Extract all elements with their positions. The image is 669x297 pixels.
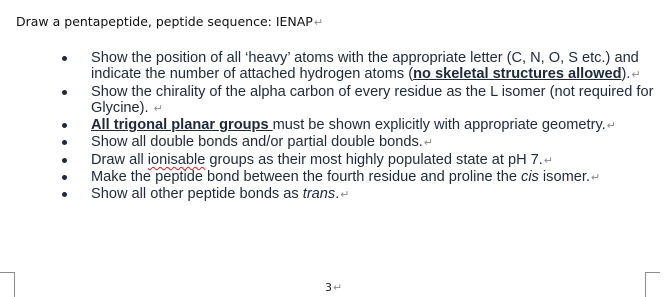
paragraph-mark-icon: ↵ [590, 172, 601, 185]
list-item [62, 186, 662, 203]
spelling-flagged-word[interactable]: ionisable [147, 151, 206, 168]
item-text: Show all other peptide bonds as [91, 186, 303, 203]
item-emphasis: All trigonal planar groups [91, 117, 273, 134]
list-item [62, 169, 662, 186]
item-text: Draw all [91, 151, 148, 168]
item-italic: trans [302, 186, 336, 203]
item-text: Show the position of all ‘heavy’ atoms with the appropriate letter (C, N, O, S etc.) and indicate the number of attached hydrogen atoms ( [91, 50, 639, 83]
bullet-icon [62, 158, 67, 163]
item-text-tail: . [335, 186, 340, 203]
bullet-icon [62, 192, 67, 197]
item-emphasis: no skeletal structures allowed [413, 66, 622, 83]
list-item [62, 117, 662, 134]
bullet-icon [62, 123, 67, 128]
list-item [62, 134, 662, 151]
document-heading [16, 14, 323, 29]
instruction-list [62, 50, 662, 204]
page-number [325, 281, 342, 294]
list-item [62, 152, 662, 169]
item-text: Show the chirality of the alpha carbon of every residue as the L isomer (not required for Glycine). [91, 83, 654, 116]
item-text-tail: ). [621, 66, 631, 83]
bullet-icon [62, 56, 67, 61]
item-text: must be shown explicitly with appropriate geometry. [272, 117, 606, 134]
page-number-value: 3 [325, 281, 332, 294]
list-item [62, 84, 662, 118]
paragraph-mark-icon: ↵ [333, 281, 343, 294]
item-text-tail: groups as their most highly populated state at pH 7. [205, 151, 543, 168]
paragraph-mark-icon: ↵ [153, 102, 163, 115]
heading-text: Draw a pentapeptide, peptide sequence: IENAP [16, 14, 313, 29]
paragraph-mark-icon: ↵ [423, 137, 434, 150]
bullet-icon [62, 140, 67, 145]
page-margin-corner-right [645, 272, 660, 297]
page-margin-corner-left [0, 272, 15, 297]
item-italic: cis [521, 169, 539, 186]
item-text: Make the peptide bond between the fourth residue and proline the [91, 169, 522, 186]
paragraph-mark-icon: ↵ [340, 189, 350, 202]
paragraph-mark-icon: ↵ [543, 154, 554, 167]
paragraph-mark-icon: ↵ [606, 120, 616, 133]
bullet-icon [62, 175, 67, 180]
paragraph-mark-icon: ↵ [631, 69, 641, 82]
list-item [62, 50, 662, 84]
paragraph-mark-icon: ↵ [313, 16, 324, 29]
bullet-icon [62, 90, 67, 95]
item-text-tail: isomer. [538, 169, 590, 186]
item-text: Show all double bonds and/or partial double bonds. [91, 134, 423, 151]
